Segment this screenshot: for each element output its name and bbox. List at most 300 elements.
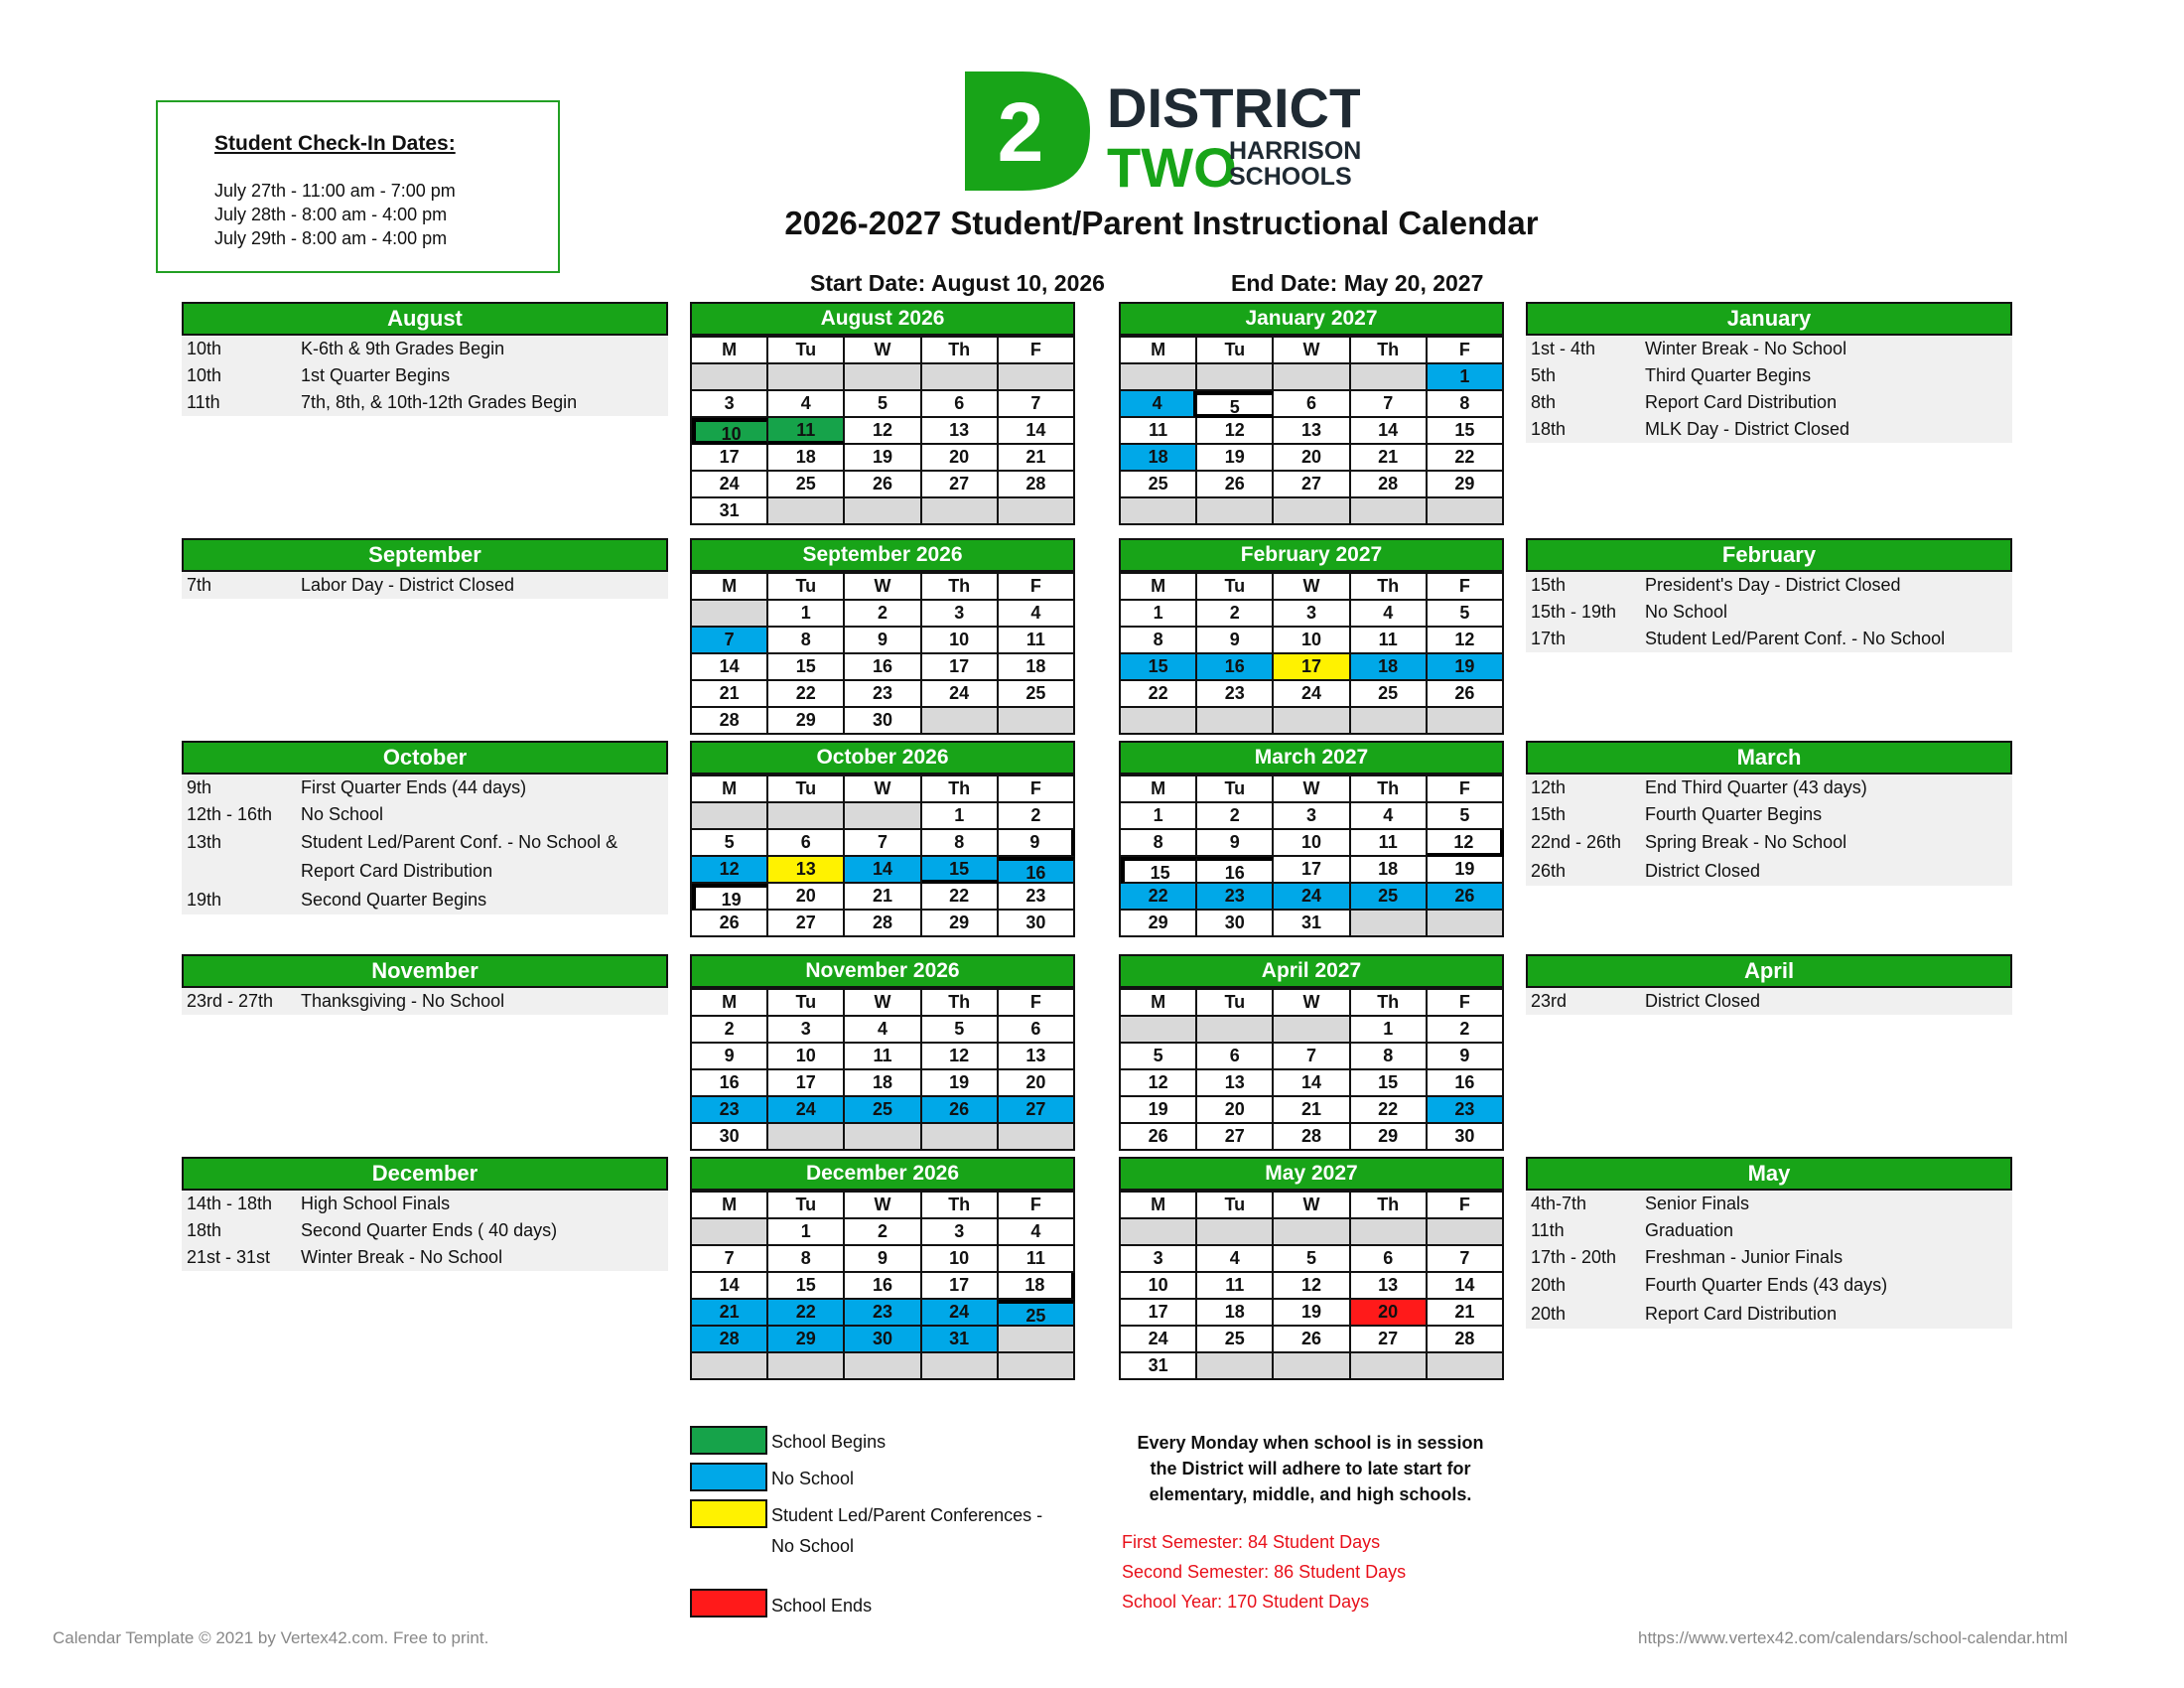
- event-date: 23rd - 27th: [187, 991, 274, 1011]
- day-cell: 22: [1428, 445, 1504, 472]
- day-cell: 1: [768, 1219, 845, 1246]
- day-cell: 20: [1351, 1300, 1428, 1327]
- empty-day-cell: [1274, 1219, 1350, 1246]
- event-date: 10th: [187, 339, 222, 358]
- event-row: [182, 774, 668, 801]
- first-semester-days: First Semester: 84 Student Days: [1122, 1532, 1381, 1552]
- day-cell: 28: [1274, 1124, 1350, 1151]
- day-cell: 26: [1428, 884, 1504, 911]
- day-cell: 12: [845, 418, 921, 445]
- day-cell: 29: [1428, 472, 1504, 498]
- empty-day-cell: [1121, 1017, 1197, 1044]
- empty-day-cell: [1351, 708, 1428, 735]
- event-date: 17th: [1531, 629, 1567, 648]
- calendar-march-2027: [1119, 741, 1504, 937]
- weekday-header: Tu: [768, 1193, 845, 1219]
- day-cell: 4: [768, 391, 845, 418]
- day-cell: 3: [922, 1219, 999, 1246]
- weekday-header: Th: [922, 990, 999, 1017]
- april-events-panel: [1526, 954, 2012, 1015]
- calendar-title: November 2026: [690, 954, 1075, 988]
- start-date: Start Date: August 10, 2026: [810, 270, 1105, 296]
- empty-day-cell: [1197, 708, 1274, 735]
- day-cell: 26: [692, 911, 768, 937]
- weekday-header: W: [845, 338, 921, 364]
- day-cell: 18: [845, 1070, 921, 1097]
- day-cell: 4: [1351, 803, 1428, 830]
- day-cell: 26: [845, 472, 921, 498]
- event-date: 19th: [187, 890, 222, 910]
- day-cell: 24: [768, 1097, 845, 1124]
- event-row: [1526, 988, 2012, 1015]
- day-cell: 22: [1351, 1097, 1428, 1124]
- empty-day-cell: [999, 498, 1075, 525]
- panel-header: December: [182, 1157, 668, 1191]
- weekday-header: F: [1428, 1193, 1504, 1219]
- event-date: 12th - 16th: [187, 804, 273, 824]
- day-cell: 19: [1428, 857, 1504, 884]
- event-date: 4th-7th: [1531, 1194, 1587, 1213]
- calendar-title: May 2027: [1119, 1157, 1504, 1191]
- weekday-header: W: [845, 990, 921, 1017]
- day-cell: 19: [692, 884, 768, 911]
- day-cell: 17: [922, 1273, 999, 1300]
- event-row: [182, 828, 668, 857]
- empty-day-cell: [1197, 498, 1274, 525]
- day-cell: 25: [1351, 884, 1428, 911]
- day-cell: 9: [999, 830, 1075, 857]
- day-cell: 5: [1274, 1246, 1350, 1273]
- event-text: President's Day - District Closed: [1645, 575, 1901, 595]
- event-row: [182, 362, 668, 389]
- day-cell: 10: [922, 628, 999, 654]
- empty-day-cell: [768, 803, 845, 830]
- event-row: [182, 857, 668, 886]
- event-row: [1526, 857, 2012, 886]
- day-cell: 21: [845, 884, 921, 911]
- weekday-header: Tu: [768, 776, 845, 803]
- day-cell: 6: [1197, 1044, 1274, 1070]
- empty-day-cell: [1428, 498, 1504, 525]
- weekday-header: Tu: [1197, 338, 1274, 364]
- day-cell: 4: [1121, 391, 1197, 418]
- day-cell: 19: [1428, 654, 1504, 681]
- empty-day-cell: [1351, 1353, 1428, 1380]
- logo-numeral: 2: [997, 85, 1044, 179]
- day-cell: 10: [922, 1246, 999, 1273]
- day-cell: 2: [1428, 1017, 1504, 1044]
- august-events-panel: [182, 302, 668, 416]
- day-cell: 21: [692, 1300, 768, 1327]
- event-text: End Third Quarter (43 days): [1645, 777, 1867, 797]
- event-date: 12th: [1531, 777, 1567, 797]
- day-cell: 6: [1274, 391, 1350, 418]
- event-row: [182, 988, 668, 1015]
- end-date: End Date: May 20, 2027: [1231, 270, 1484, 296]
- day-cell: 25: [999, 681, 1075, 708]
- event-text: First Quarter Ends (44 days): [301, 777, 527, 797]
- day-cell: 14: [845, 857, 921, 884]
- day-cell: 30: [845, 708, 921, 735]
- empty-day-cell: [1197, 364, 1274, 391]
- second-semester-days: Second Semester: 86 Student Days: [1122, 1562, 1407, 1582]
- empty-day-cell: [922, 364, 999, 391]
- day-cell: 30: [1197, 911, 1274, 937]
- day-cell: 16: [1197, 654, 1274, 681]
- weekday-header: W: [1274, 574, 1350, 601]
- event-date: 20th: [1531, 1275, 1567, 1295]
- day-cell: 29: [768, 708, 845, 735]
- day-cell: 20: [1274, 445, 1350, 472]
- day-cell: 21: [1274, 1097, 1350, 1124]
- day-cell: 11: [1197, 1273, 1274, 1300]
- day-cell: 14: [1274, 1070, 1350, 1097]
- day-cell: 11: [845, 1044, 921, 1070]
- calendar-grid: [1119, 572, 1504, 735]
- day-cell: 30: [845, 1327, 921, 1353]
- day-cell: 3: [1274, 803, 1350, 830]
- calendar-title: October 2026: [690, 741, 1075, 774]
- day-cell: 10: [1121, 1273, 1197, 1300]
- district-logo: [963, 70, 1360, 194]
- day-cell: 15: [1121, 857, 1197, 884]
- day-cell: 4: [999, 1219, 1075, 1246]
- day-cell: 12: [1274, 1273, 1350, 1300]
- event-text: Second Quarter Ends ( 40 days): [301, 1220, 558, 1240]
- day-cell: 19: [845, 445, 921, 472]
- event-text: High School Finals: [301, 1194, 451, 1213]
- weekday-header: F: [1428, 990, 1504, 1017]
- panel-header: November: [182, 954, 668, 988]
- day-cell: 26: [1121, 1124, 1197, 1151]
- event-row: [1526, 828, 2012, 857]
- event-text: Spring Break - No School: [1645, 832, 1847, 852]
- day-cell: 13: [999, 1044, 1075, 1070]
- day-cell: 10: [1274, 830, 1350, 857]
- day-cell: 25: [1197, 1327, 1274, 1353]
- day-cell: 7: [1351, 391, 1428, 418]
- weekday-header: Tu: [1197, 1193, 1274, 1219]
- day-cell: 5: [922, 1017, 999, 1044]
- weekday-header: M: [692, 338, 768, 364]
- day-cell: 5: [1428, 803, 1504, 830]
- empty-day-cell: [692, 601, 768, 628]
- empty-day-cell: [845, 1353, 921, 1380]
- day-cell: 4: [845, 1017, 921, 1044]
- january-events-panel: [1526, 302, 2012, 443]
- empty-day-cell: [922, 1124, 999, 1151]
- event-row: [182, 1217, 668, 1244]
- panel-header: March: [1526, 741, 2012, 774]
- weekday-header: W: [1274, 338, 1350, 364]
- day-cell: 24: [1274, 681, 1350, 708]
- empty-day-cell: [922, 498, 999, 525]
- day-cell: 14: [999, 418, 1075, 445]
- calendar-november-2026: [690, 954, 1075, 1151]
- day-cell: 22: [768, 681, 845, 708]
- event-row: [1526, 774, 2012, 801]
- calendar-january-2027: [1119, 302, 1504, 525]
- calendar-title: December 2026: [690, 1157, 1075, 1191]
- empty-day-cell: [999, 1353, 1075, 1380]
- day-cell: 31: [692, 498, 768, 525]
- event-date: 23rd: [1531, 991, 1568, 1011]
- empty-day-cell: [845, 1124, 921, 1151]
- day-cell: 17: [1274, 857, 1350, 884]
- november-events-panel: [182, 954, 668, 1015]
- event-row: [1526, 1191, 2012, 1217]
- empty-day-cell: [1274, 1353, 1350, 1380]
- day-cell: 5: [845, 391, 921, 418]
- day-cell: 8: [1121, 628, 1197, 654]
- day-cell: 20: [1197, 1097, 1274, 1124]
- empty-day-cell: [1351, 1219, 1428, 1246]
- day-cell: 27: [1197, 1124, 1274, 1151]
- day-cell: 23: [692, 1097, 768, 1124]
- event-text: Winter Break - No School: [1645, 339, 1847, 358]
- day-cell: 12: [1428, 830, 1504, 857]
- footer-url[interactable]: https://www.vertex42.com/calendars/school-calendar.html: [1638, 1628, 2068, 1647]
- weekday-header: F: [1428, 776, 1504, 803]
- weekday-header: M: [692, 990, 768, 1017]
- day-cell: 24: [922, 681, 999, 708]
- day-cell: 8: [768, 1246, 845, 1273]
- day-cell: 13: [1351, 1273, 1428, 1300]
- calendar-grid: [690, 1191, 1075, 1380]
- event-date: 8th: [1531, 392, 1557, 412]
- day-cell: 7: [845, 830, 921, 857]
- day-cell: 4: [999, 601, 1075, 628]
- calendar-april-2027: [1119, 954, 1504, 1151]
- day-cell: 23: [1428, 1097, 1504, 1124]
- logo-schools-text: SCHOOLS: [1229, 163, 1352, 191]
- weekday-header: Tu: [1197, 776, 1274, 803]
- day-cell: 8: [1121, 830, 1197, 857]
- day-cell: 10: [692, 418, 768, 445]
- day-cell: 6: [1351, 1246, 1428, 1273]
- logo-harrison-text: HARRISON: [1229, 137, 1360, 165]
- event-text: Labor Day - District Closed: [301, 575, 515, 595]
- weekday-header: M: [692, 1193, 768, 1219]
- weekday-header: Th: [922, 338, 999, 364]
- calendar-title: January 2027: [1119, 302, 1504, 336]
- event-row: [1526, 1271, 2012, 1300]
- event-date: 13th: [187, 832, 222, 852]
- day-cell: 15: [768, 1273, 845, 1300]
- day-cell: 28: [1351, 472, 1428, 498]
- event-row: [182, 1244, 668, 1271]
- day-cell: 9: [845, 1246, 921, 1273]
- day-cell: 17: [692, 445, 768, 472]
- event-row: [1526, 389, 2012, 416]
- event-text: Student Led/Parent Conf. - No School &: [301, 832, 618, 852]
- day-cell: 2: [1197, 803, 1274, 830]
- calendar-october-2026: [690, 741, 1075, 937]
- event-text: MLK Day - District Closed: [1645, 419, 1850, 439]
- weekday-header: Th: [1351, 338, 1428, 364]
- calendar-grid: [690, 336, 1075, 525]
- panel-header: May: [1526, 1157, 2012, 1191]
- event-date: 11th: [187, 392, 220, 412]
- empty-day-cell: [999, 708, 1075, 735]
- empty-day-cell: [768, 1353, 845, 1380]
- calendar-december-2026: [690, 1157, 1075, 1380]
- day-cell: 25: [845, 1097, 921, 1124]
- day-cell: 28: [999, 472, 1075, 498]
- day-cell: 22: [1121, 681, 1197, 708]
- day-cell: 23: [845, 681, 921, 708]
- weekday-header: Tu: [768, 990, 845, 1017]
- calendar-may-2027: [1119, 1157, 1504, 1380]
- day-cell: 17: [922, 654, 999, 681]
- march-events-panel: [1526, 741, 2012, 886]
- event-date: 20th: [1531, 1304, 1567, 1324]
- day-cell: 7: [692, 628, 768, 654]
- weekday-header: W: [845, 1193, 921, 1219]
- late-start-note: Every Monday when school is in session the District will adhere to late start for elementary, middle, and high schools.: [1137, 1433, 1484, 1504]
- day-cell: 12: [1121, 1070, 1197, 1097]
- calendar-title: August 2026: [690, 302, 1075, 336]
- day-cell: 14: [692, 654, 768, 681]
- panel-header: September: [182, 538, 668, 572]
- empty-day-cell: [845, 803, 921, 830]
- day-cell: 4: [1197, 1246, 1274, 1273]
- day-cell: 1: [1351, 1017, 1428, 1044]
- weekday-header: M: [1121, 776, 1197, 803]
- event-date: 15th - 19th: [1531, 602, 1617, 622]
- day-cell: 20: [922, 445, 999, 472]
- event-row: [1526, 336, 2012, 362]
- day-cell: 26: [1197, 472, 1274, 498]
- calendar-title: September 2026: [690, 538, 1075, 572]
- calendar-grid: [690, 988, 1075, 1151]
- day-cell: 26: [1428, 681, 1504, 708]
- event-text: District Closed: [1645, 861, 1761, 881]
- empty-day-cell: [1274, 498, 1350, 525]
- day-cell: 18: [999, 654, 1075, 681]
- weekday-header: M: [692, 776, 768, 803]
- day-cell: 2: [845, 1219, 921, 1246]
- day-cell: 28: [1428, 1327, 1504, 1353]
- day-cell: 20: [768, 884, 845, 911]
- day-cell: 14: [1351, 418, 1428, 445]
- day-cell: 25: [1121, 472, 1197, 498]
- empty-day-cell: [1197, 1353, 1274, 1380]
- day-cell: 27: [922, 472, 999, 498]
- legend-swatch-conferences: [690, 1499, 767, 1528]
- day-cell: 1: [922, 803, 999, 830]
- day-cell: 8: [1428, 391, 1504, 418]
- weekday-header: Tu: [768, 338, 845, 364]
- weekday-header: W: [1274, 776, 1350, 803]
- day-cell: 1: [1121, 601, 1197, 628]
- event-date: 17th - 20th: [1531, 1247, 1617, 1267]
- event-row: [1526, 599, 2012, 626]
- event-row: [182, 801, 668, 828]
- day-cell: 25: [999, 1300, 1075, 1327]
- day-cell: 5: [1428, 601, 1504, 628]
- day-cell: 9: [1197, 628, 1274, 654]
- event-row: [1526, 1244, 2012, 1271]
- calendar-title: April 2027: [1119, 954, 1504, 988]
- event-date: 5th: [1531, 365, 1557, 385]
- day-cell: 3: [692, 391, 768, 418]
- empty-day-cell: [1351, 911, 1428, 937]
- day-cell: 3: [1121, 1246, 1197, 1273]
- legend-swatch-no-school: [690, 1463, 767, 1491]
- legend-label-no-school: No School: [771, 1469, 855, 1488]
- event-text: Third Quarter Begins: [1645, 365, 1812, 385]
- day-cell: 6: [999, 1017, 1075, 1044]
- empty-day-cell: [768, 364, 845, 391]
- day-cell: 12: [1428, 628, 1504, 654]
- weekday-header: M: [1121, 990, 1197, 1017]
- event-text: Graduation: [1645, 1220, 1734, 1240]
- day-cell: 21: [1428, 1300, 1504, 1327]
- day-cell: 8: [922, 830, 999, 857]
- checkin-box: [156, 100, 560, 273]
- empty-day-cell: [692, 803, 768, 830]
- day-cell: 15: [1428, 418, 1504, 445]
- day-cell: 16: [1197, 857, 1274, 884]
- day-cell: 9: [692, 1044, 768, 1070]
- day-cell: 18: [1121, 445, 1197, 472]
- weekday-header: Tu: [1197, 990, 1274, 1017]
- panel-header: October: [182, 741, 668, 774]
- day-cell: 6: [922, 391, 999, 418]
- logo-district-text: DISTRICT: [1107, 76, 1360, 139]
- day-cell: 13: [1274, 418, 1350, 445]
- day-cell: 28: [845, 911, 921, 937]
- empty-day-cell: [1197, 1219, 1274, 1246]
- weekday-header: M: [692, 574, 768, 601]
- day-cell: 16: [845, 1273, 921, 1300]
- panel-header: April: [1526, 954, 2012, 988]
- event-row: [1526, 801, 2012, 828]
- weekday-header: Tu: [1197, 574, 1274, 601]
- event-row: [182, 1191, 668, 1217]
- day-cell: 23: [1197, 681, 1274, 708]
- legend-label-conferences: Student Led/Parent Conferences -: [771, 1505, 1043, 1525]
- empty-day-cell: [692, 1353, 768, 1380]
- event-row: [1526, 1217, 2012, 1244]
- december-events-panel: [182, 1157, 668, 1271]
- legend-label-conferences-cont: No School: [771, 1536, 855, 1556]
- day-cell: 9: [1197, 830, 1274, 857]
- event-row: [1526, 572, 2012, 599]
- calendar-grid: [690, 572, 1075, 735]
- calendar-grid: [1119, 1191, 1504, 1380]
- event-row: [182, 572, 668, 599]
- day-cell: 24: [692, 472, 768, 498]
- empty-day-cell: [845, 364, 921, 391]
- day-cell: 25: [768, 472, 845, 498]
- weekday-header: Th: [1351, 990, 1428, 1017]
- empty-day-cell: [1274, 1017, 1350, 1044]
- day-cell: 26: [1274, 1327, 1350, 1353]
- day-cell: 30: [1428, 1124, 1504, 1151]
- day-cell: 24: [1274, 884, 1350, 911]
- day-cell: 10: [1274, 628, 1350, 654]
- empty-day-cell: [1274, 708, 1350, 735]
- day-cell: 17: [1121, 1300, 1197, 1327]
- event-date: 1st - 4th: [1531, 339, 1596, 358]
- event-text: Report Card Distribution: [1645, 1304, 1838, 1324]
- day-cell: 21: [692, 681, 768, 708]
- event-date: 11th: [1531, 1220, 1565, 1240]
- day-cell: 1: [768, 601, 845, 628]
- day-cell: 26: [922, 1097, 999, 1124]
